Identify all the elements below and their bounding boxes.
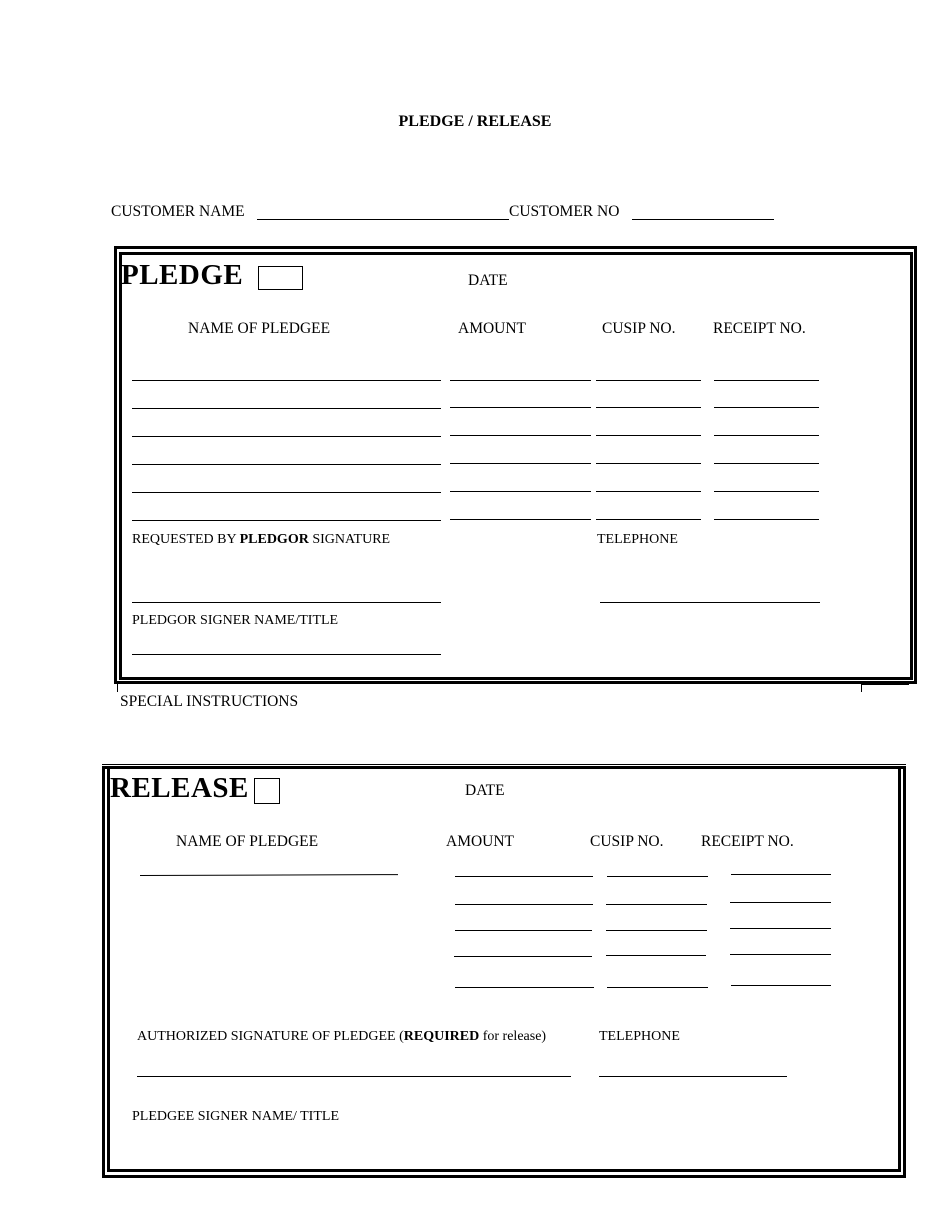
pledge-row-2-pledgee-field[interactable] <box>132 408 441 409</box>
authorized-signature-label: AUTHORIZED SIGNATURE OF PLEDGEE (REQUIRED for release) <box>137 1029 547 1044</box>
release-heading: RELEASE <box>110 772 249 804</box>
release-row-5-amount-field[interactable] <box>455 987 594 988</box>
release-row-3-receipt-field[interactable] <box>730 928 831 929</box>
pledge-row-5-cusip-field[interactable] <box>596 491 701 492</box>
pledge-row-6-receipt-field[interactable] <box>714 519 819 520</box>
pledge-row-4-amount-field[interactable] <box>450 463 591 464</box>
pledge-telephone-label: TELEPHONE <box>597 532 678 547</box>
pledge-row-6-pledgee-field[interactable] <box>132 520 441 521</box>
release-col-amount: AMOUNT <box>446 833 515 850</box>
release-row-4-cusip-field[interactable] <box>606 955 706 956</box>
pledge-col-amount: AMOUNT <box>458 320 527 337</box>
pledgor-signature-label: REQUESTED BY PLEDGOR SIGNATURE <box>132 532 391 547</box>
pledge-row-5-pledgee-field[interactable] <box>132 492 441 493</box>
pledge-row-4-receipt-field[interactable] <box>714 463 819 464</box>
pledge-row-1-cusip-field[interactable] <box>596 380 701 381</box>
release-row-2-receipt-field[interactable] <box>730 902 831 903</box>
pledge-row-3-amount-field[interactable] <box>450 435 591 436</box>
pledge-row-2-receipt-field[interactable] <box>714 407 819 408</box>
special-instructions-corner-right <box>861 684 862 692</box>
release-row-4-amount-field[interactable] <box>454 956 592 957</box>
pledge-row-3-pledgee-field[interactable] <box>132 436 441 437</box>
pledge-row-5-receipt-field[interactable] <box>714 491 819 492</box>
pledgor-signature-field[interactable] <box>132 602 441 603</box>
release-col-name-of-pledgee: NAME OF PLEDGEE <box>176 833 319 850</box>
page-title: PLEDGE / RELEASE <box>398 113 552 130</box>
customer-name-label: CUSTOMER NAME <box>111 203 245 220</box>
pledgee-signer-label: PLEDGEE SIGNER NAME/ TITLE <box>132 1109 339 1124</box>
release-row-1-amount-field[interactable] <box>455 876 593 877</box>
pledge-col-cusip-no: CUSIP NO. <box>602 320 676 337</box>
release-col-cusip-no: CUSIP NO. <box>590 833 664 850</box>
pledge-row-3-cusip-field[interactable] <box>596 435 701 436</box>
pledge-row-1-pledgee-field[interactable] <box>132 380 441 381</box>
customer-no-field[interactable] <box>632 219 774 220</box>
special-instructions-corner-left <box>117 684 118 692</box>
release-row-5-cusip-field[interactable] <box>607 987 708 988</box>
release-checkbox[interactable] <box>254 778 280 804</box>
release-row-5-receipt-field[interactable] <box>731 985 831 986</box>
release-date-label: DATE <box>465 782 505 799</box>
release-col-receipt-no: RECEIPT NO. <box>701 833 794 850</box>
release-row-2-cusip-field[interactable] <box>606 904 707 905</box>
pledge-row-5-amount-field[interactable] <box>450 491 591 492</box>
pledge-row-6-cusip-field[interactable] <box>596 519 701 520</box>
pledgor-signer-label: PLEDGOR SIGNER NAME/TITLE <box>132 613 339 628</box>
pledge-col-receipt-no: RECEIPT NO. <box>713 320 806 337</box>
customer-name-field[interactable] <box>257 219 509 220</box>
special-instructions-label: SPECIAL INSTRUCTIONS <box>120 693 299 710</box>
release-row-4-receipt-field[interactable] <box>730 954 831 955</box>
release-top-rule <box>102 764 906 765</box>
release-telephone-label: TELEPHONE <box>599 1029 680 1044</box>
pledge-col-name-of-pledgee: NAME OF PLEDGEE <box>188 320 331 337</box>
release-row-1-cusip-field[interactable] <box>607 876 708 877</box>
release-telephone-field[interactable] <box>599 1076 787 1077</box>
pledge-row-6-amount-field[interactable] <box>450 519 591 520</box>
release-row-3-amount-field[interactable] <box>455 930 592 931</box>
pledge-checkbox[interactable] <box>258 266 303 290</box>
pledge-row-3-receipt-field[interactable] <box>714 435 819 436</box>
pledge-row-4-cusip-field[interactable] <box>596 463 701 464</box>
pledge-date-label: DATE <box>468 272 508 289</box>
pledge-row-1-receipt-field[interactable] <box>714 380 819 381</box>
pledge-row-4-pledgee-field[interactable] <box>132 464 441 465</box>
pledge-row-1-amount-field[interactable] <box>450 380 591 381</box>
release-row-1-receipt-field[interactable] <box>731 874 831 875</box>
authorized-signature-field[interactable] <box>137 1076 571 1077</box>
pledge-heading: PLEDGE <box>121 259 244 291</box>
pledge-telephone-field[interactable] <box>600 602 820 603</box>
special-instructions-corner-rule <box>861 684 909 685</box>
pledgor-signer-field[interactable] <box>132 654 441 655</box>
release-row-3-cusip-field[interactable] <box>606 930 707 931</box>
pledge-row-2-amount-field[interactable] <box>450 407 591 408</box>
pledge-row-2-cusip-field[interactable] <box>596 407 701 408</box>
release-row-2-amount-field[interactable] <box>455 904 593 905</box>
customer-no-label: CUSTOMER NO <box>509 203 620 220</box>
